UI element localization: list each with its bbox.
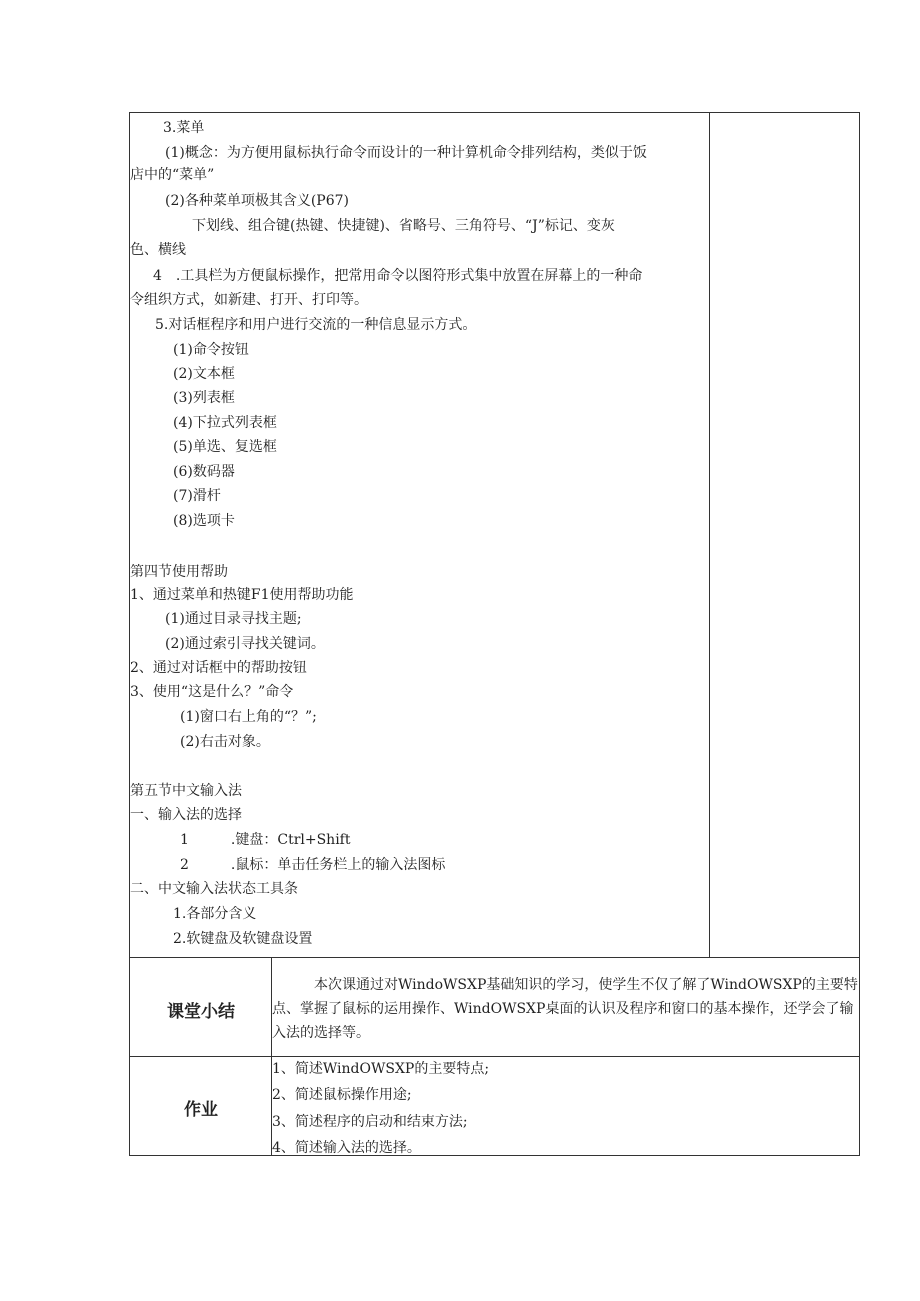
content-column-divider — [709, 112, 710, 958]
content-line: 3.菜单 — [163, 120, 205, 136]
content-line: 1 .键盘：Ctrl+Shift — [180, 832, 351, 848]
content-line: (1)通过目录寻找主题; — [165, 611, 302, 627]
content-line: 2 .鼠标：单击任务栏上的输入法图标 — [180, 857, 446, 873]
content-line: (1)概念：为方便用鼠标执行命令而设计的一种计算机命令排列结构，类似于饭 — [165, 145, 647, 161]
content-line: 3、使用“这是什么？”命令 — [130, 684, 294, 700]
content-line: (8)选项卡 — [173, 513, 235, 529]
content-line: (5)单选、复选框 — [173, 439, 277, 455]
content-line: 4 .工具栏为方便鼠标操作，把常用命令以图符形式集中放置在屏幕上的一种命 — [153, 268, 643, 284]
homework-label: 作业 — [184, 1100, 218, 1120]
content-line: 1.各部分含义 — [173, 906, 257, 922]
content-line: 2.软键盘及软键盘设置 — [173, 931, 313, 947]
content-line: 店中的“菜单” — [130, 167, 215, 183]
content-line: 5.对话框程序和用户进行交流的一种信息显示方式。 — [155, 317, 477, 333]
content-line: (7)滑杆 — [173, 488, 221, 504]
content-line: 令组织方式，如新建、打开、打印等。 — [130, 292, 368, 308]
content-line: (1)命令按钮 — [173, 342, 249, 358]
homework-item: 4、简述输入法的选择。 — [272, 1140, 421, 1155]
table-border-bottom — [129, 1155, 860, 1156]
homework-item: 1、简述WindOWSXP的主要特点; — [272, 1061, 490, 1077]
content-line: 第四节使用帮助 — [130, 564, 228, 580]
content-line: (4)下拉式列表框 — [173, 415, 277, 431]
content-line: (2)右击对象。 — [180, 734, 270, 750]
homework-item: 2、简述鼠标操作用途; — [272, 1087, 412, 1103]
content-line: 1、通过菜单和热键F1使用帮助功能 — [130, 587, 354, 603]
content-line: 二、中文输入法状态工具条 — [130, 881, 298, 897]
content-line: (2)文本框 — [173, 366, 235, 382]
table-border-top — [129, 112, 860, 113]
content-line: (3)列表框 — [173, 390, 235, 406]
content-line: 第五节中文输入法 — [130, 783, 242, 799]
summary-label: 课堂小结 — [167, 1002, 235, 1022]
homework-item: 3、简述程序的启动和结束方法; — [272, 1114, 468, 1130]
content-line: 2、通过对话框中的帮助按钮 — [130, 660, 307, 676]
summary-text: 本次课通过对WindoWSXP基础知识的学习，使学生不仅了解了WindOWSXP的主要特点、掌握了鼠标的运用操作、WindOWSXP桌面的认识及程序和窗口的基本操作，还学会了输入法的选择等。 — [272, 977, 858, 1041]
content-line: (6)数码器 — [173, 464, 235, 480]
content-line: (2)通过索引寻找关键词。 — [165, 636, 325, 652]
content-line: 色、横线 — [130, 242, 186, 258]
content-line: (2)各种菜单项极其含义(P67) — [165, 193, 349, 209]
homework-row-top — [129, 1056, 860, 1057]
content-line: 下划线、组合键(热键、快捷键)、省略号、三角符号、“J”标记、变灰 — [192, 218, 615, 234]
content-line: (1)窗口右上角的“？”; — [180, 709, 317, 725]
summary-row-top — [129, 957, 860, 958]
content-line: 一、输入法的选择 — [130, 807, 242, 823]
